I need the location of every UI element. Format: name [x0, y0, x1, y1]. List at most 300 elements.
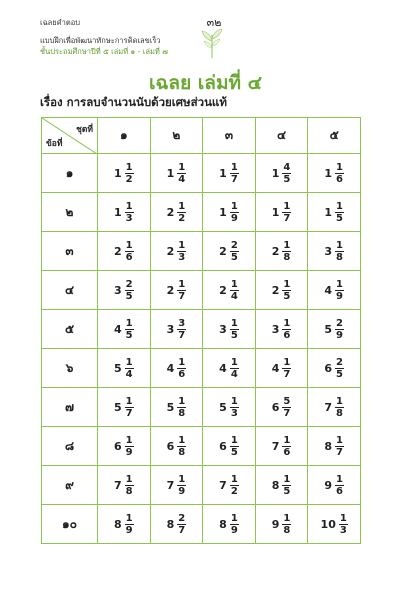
fraction — [335, 162, 344, 185]
table-row — [42, 427, 361, 466]
mixed-number — [324, 240, 344, 263]
mixed-number — [167, 279, 187, 302]
mixed-number — [324, 201, 344, 224]
whole-part: 7 — [324, 400, 333, 414]
fraction — [230, 357, 239, 380]
denominator: 9 — [125, 446, 133, 458]
table-row — [42, 388, 361, 427]
denominator: 4 — [178, 173, 186, 185]
answer-cell — [203, 232, 256, 271]
numerator: 1 — [283, 239, 291, 251]
mixed-number — [167, 318, 187, 341]
answer-cell — [255, 310, 308, 349]
answer-cell — [150, 232, 203, 271]
fraction — [125, 474, 134, 497]
mixed-number — [324, 162, 344, 185]
mixed-number — [272, 513, 292, 536]
answer-cell — [98, 310, 151, 349]
mixed-number — [219, 201, 239, 224]
table-row — [42, 193, 361, 232]
mixed-number — [219, 396, 239, 419]
fraction — [177, 435, 186, 458]
denominator: 6 — [178, 368, 186, 380]
mixed-number — [167, 162, 187, 185]
mixed-number — [324, 435, 344, 458]
numerator: 1 — [125, 356, 133, 368]
mixed-number — [272, 357, 292, 380]
numerator: 1 — [230, 200, 238, 212]
answer-cell — [98, 349, 151, 388]
row-number: ๒ — [42, 193, 98, 232]
fraction — [177, 357, 186, 380]
numerator: 1 — [125, 434, 133, 446]
answer-cell — [98, 388, 151, 427]
mixed-number — [272, 474, 292, 497]
answer-cell — [98, 466, 151, 505]
denominator: 5 — [230, 329, 238, 341]
whole-part: 3 — [324, 244, 333, 258]
numerator: 1 — [230, 512, 238, 524]
denominator: 9 — [336, 329, 343, 341]
answer-cell — [98, 505, 151, 544]
fraction — [230, 162, 239, 185]
table-row — [42, 349, 361, 388]
denominator: 8 — [125, 485, 133, 497]
whole-part: 1 — [271, 166, 280, 180]
numerator: 1 — [230, 434, 238, 446]
column-header: ๒ — [150, 118, 203, 154]
answer-cell — [150, 193, 203, 232]
fraction — [282, 318, 291, 341]
mixed-number — [114, 318, 134, 341]
whole-part: 3 — [219, 322, 227, 336]
table-header-row — [42, 118, 361, 154]
denominator: 8 — [178, 446, 186, 458]
answer-cell — [150, 310, 203, 349]
answer-cell — [255, 193, 308, 232]
numerator: 1 — [283, 278, 291, 290]
denominator: 8 — [336, 251, 343, 263]
denominator: 3 — [339, 524, 347, 536]
numerator: 1 — [283, 473, 291, 485]
numerator: 1 — [230, 395, 238, 407]
answer-cell — [150, 427, 203, 466]
numerator: 3 — [178, 317, 186, 329]
subject-heading: เรื่อง การลบจำนวนนับด้วยเศษส่วนแท้ — [40, 95, 227, 109]
mixed-number — [167, 240, 187, 263]
mixed-number — [167, 201, 187, 224]
numerator: 1 — [125, 161, 133, 173]
answer-cell — [150, 388, 203, 427]
fraction — [177, 513, 186, 536]
numerator: 1 — [283, 317, 291, 329]
answer-cell — [255, 505, 308, 544]
answer-cell — [203, 466, 256, 505]
whole-part: 5 — [219, 400, 227, 414]
fraction — [335, 201, 344, 224]
table-row — [42, 505, 361, 544]
numerator: 1 — [178, 434, 186, 446]
denominator: 5 — [230, 446, 238, 458]
numerator: 2 — [336, 356, 343, 368]
mixed-number — [167, 357, 187, 380]
denominator: 4 — [125, 368, 133, 380]
fraction — [230, 279, 239, 302]
numerator: 2 — [125, 278, 133, 290]
mixed-number — [219, 240, 239, 263]
mixed-number — [272, 240, 292, 263]
plant-icon — [199, 27, 225, 59]
denominator: 7 — [336, 446, 343, 458]
mixed-number — [272, 279, 292, 302]
answer-cell — [150, 154, 203, 193]
fraction — [230, 201, 239, 224]
mixed-number — [219, 357, 239, 380]
whole-part: 1 — [113, 166, 122, 180]
whole-part: 2 — [166, 205, 175, 219]
denominator: 7 — [230, 173, 238, 185]
denominator: 7 — [283, 407, 291, 419]
answer-cell — [203, 154, 256, 193]
numerator: 1 — [178, 278, 186, 290]
denominator: 7 — [178, 524, 186, 536]
fraction — [335, 318, 344, 341]
whole-part: 6 — [324, 361, 333, 375]
denominator: 5 — [283, 290, 291, 302]
answer-cell — [203, 271, 256, 310]
mixed-number — [321, 513, 348, 536]
mixed-number — [167, 474, 187, 497]
table-row — [42, 232, 361, 271]
answer-cell — [255, 466, 308, 505]
numerator: 5 — [283, 395, 291, 407]
fraction — [125, 201, 134, 224]
fraction — [177, 201, 186, 224]
row-number: ๓ — [42, 232, 98, 271]
fraction — [335, 357, 344, 380]
corner-cell — [42, 118, 98, 154]
whole-part: 8 — [113, 517, 122, 531]
whole-part: 3 — [113, 283, 122, 297]
fraction — [335, 240, 344, 263]
whole-part: 10 — [320, 517, 336, 531]
answer-cell — [203, 193, 256, 232]
table-row — [42, 466, 361, 505]
whole-part: 8 — [271, 478, 280, 492]
mixed-number — [114, 279, 134, 302]
row-number: ๖ — [42, 349, 98, 388]
numerator: 1 — [230, 473, 238, 485]
fraction — [177, 162, 186, 185]
mixed-number — [114, 396, 134, 419]
denominator: 9 — [230, 524, 238, 536]
answer-table — [41, 117, 361, 544]
page-title: เฉลย เล่มที่ ๔ — [148, 72, 262, 94]
whole-part: 5 — [113, 400, 122, 414]
column-header: ๕ — [308, 118, 361, 154]
numerator: 1 — [178, 473, 186, 485]
answer-cell — [255, 154, 308, 193]
whole-part: 7 — [113, 478, 122, 492]
whole-part: 2 — [166, 283, 175, 297]
whole-part: 4 — [271, 361, 280, 375]
answer-cell — [98, 193, 151, 232]
denominator: 5 — [336, 212, 343, 224]
column-header: ๔ — [255, 118, 308, 154]
mixed-number — [219, 318, 239, 341]
row-number: ๗ — [42, 388, 98, 427]
header-line-3: ชั้นประถมศึกษาปีที่ ๕ เล่มที่ ๑ - เล่มที่ ๗ — [40, 47, 168, 56]
whole-part: 9 — [271, 517, 280, 531]
answer-cell — [203, 349, 256, 388]
whole-part: 3 — [166, 322, 175, 336]
numerator: 1 — [336, 434, 343, 446]
whole-part: 1 — [166, 166, 175, 180]
row-number: ๙ — [42, 466, 98, 505]
whole-part: 8 — [219, 517, 227, 531]
mixed-number — [114, 240, 134, 263]
whole-part: 4 — [113, 322, 122, 336]
numerator: 1 — [178, 239, 186, 251]
mixed-number — [114, 357, 134, 380]
answer-cell — [308, 388, 361, 427]
denominator: 6 — [283, 329, 291, 341]
numerator: 1 — [336, 239, 343, 251]
whole-part: 2 — [271, 283, 280, 297]
answer-cell — [255, 271, 308, 310]
mixed-number — [167, 513, 187, 536]
answer-cell — [150, 349, 203, 388]
mixed-number — [272, 318, 292, 341]
fraction — [125, 435, 134, 458]
denominator: 6 — [283, 446, 291, 458]
whole-part: 2 — [271, 244, 280, 258]
denominator: 8 — [283, 251, 291, 263]
fraction — [339, 513, 348, 536]
numerator: 1 — [336, 278, 343, 290]
answer-cell — [308, 349, 361, 388]
numerator: 1 — [125, 395, 133, 407]
fraction — [282, 201, 291, 224]
denominator: 7 — [283, 368, 291, 380]
whole-part: 1 — [324, 166, 333, 180]
answer-cell — [255, 349, 308, 388]
denominator: 4 — [230, 368, 238, 380]
fraction — [230, 318, 239, 341]
fraction — [230, 513, 239, 536]
mixed-number — [114, 513, 134, 536]
numerator: 1 — [283, 356, 291, 368]
fraction — [125, 279, 134, 302]
fraction — [282, 396, 291, 419]
fraction — [282, 474, 291, 497]
whole-part: 9 — [324, 478, 333, 492]
numerator: 2 — [178, 512, 186, 524]
whole-part: 5 — [113, 361, 122, 375]
fraction — [282, 162, 291, 185]
mixed-number — [324, 357, 344, 380]
whole-part: 1 — [219, 166, 227, 180]
mixed-number — [324, 396, 344, 419]
whole-part: 1 — [113, 205, 122, 219]
answer-cell — [203, 310, 256, 349]
numerator: 1 — [178, 395, 186, 407]
whole-part: 3 — [271, 322, 280, 336]
denominator: 9 — [178, 485, 186, 497]
table-row — [42, 154, 361, 193]
denominator: 7 — [178, 329, 186, 341]
denominator: 7 — [283, 212, 291, 224]
header-line-2: แบบฝึกเพื่อพัฒนาทักษะการคิดเลขเร็ว — [40, 36, 161, 45]
answer-cell — [255, 232, 308, 271]
answer-cell — [308, 154, 361, 193]
answer-cell — [203, 505, 256, 544]
denominator: 7 — [125, 407, 133, 419]
answer-cell — [308, 505, 361, 544]
denominator: 8 — [178, 407, 186, 419]
denominator: 5 — [336, 368, 343, 380]
mixed-number — [272, 396, 292, 419]
row-number: ๔ — [42, 271, 98, 310]
mixed-number — [114, 201, 134, 224]
fraction — [125, 162, 134, 185]
denominator: 5 — [283, 173, 291, 185]
numerator: 1 — [178, 356, 186, 368]
numerator: 1 — [283, 512, 291, 524]
whole-part: 2 — [166, 244, 175, 258]
whole-part: 2 — [219, 283, 227, 297]
numerator: 1 — [336, 161, 343, 173]
whole-part: 6 — [219, 439, 227, 453]
whole-part: 1 — [219, 205, 227, 219]
denominator: 2 — [178, 212, 186, 224]
answer-cell — [150, 505, 203, 544]
numerator: 1 — [339, 512, 347, 524]
answer-cell — [203, 427, 256, 466]
denominator: 8 — [283, 524, 291, 536]
fraction — [125, 240, 134, 263]
denominator: 5 — [125, 329, 133, 341]
mixed-number — [324, 318, 344, 341]
fraction — [177, 240, 186, 263]
numerator: 1 — [125, 317, 133, 329]
mixed-number — [272, 162, 292, 185]
fraction — [282, 357, 291, 380]
mixed-number — [324, 279, 344, 302]
denominator: 5 — [283, 485, 291, 497]
fraction — [230, 435, 239, 458]
fraction — [282, 435, 291, 458]
row-number: ๑๐ — [42, 505, 98, 544]
whole-part: 4 — [324, 283, 333, 297]
numerator: 2 — [230, 239, 238, 251]
row-number: ๕ — [42, 310, 98, 349]
denominator: 9 — [230, 212, 238, 224]
denominator: 5 — [230, 251, 238, 263]
answer-cell — [150, 271, 203, 310]
whole-part: 6 — [113, 439, 122, 453]
fraction — [230, 240, 239, 263]
numerator: 1 — [125, 239, 133, 251]
numerator: 1 — [283, 434, 291, 446]
mixed-number — [167, 396, 187, 419]
fraction — [177, 474, 186, 497]
fraction — [335, 474, 344, 497]
answer-cell — [308, 271, 361, 310]
mixed-number — [272, 435, 292, 458]
answer-cell — [150, 466, 203, 505]
denominator: 6 — [125, 251, 133, 263]
fraction — [177, 318, 186, 341]
row-number: ๑ — [42, 154, 98, 193]
table-row — [42, 310, 361, 349]
answer-cell — [308, 427, 361, 466]
page-number: ๓๒ — [206, 16, 222, 29]
denominator: 6 — [336, 173, 343, 185]
numerator: 1 — [230, 278, 238, 290]
numerator: 1 — [283, 200, 291, 212]
whole-part: 5 — [324, 322, 333, 336]
whole-part: 7 — [166, 478, 175, 492]
denominator: 9 — [336, 290, 343, 302]
denominator: 2 — [230, 485, 238, 497]
answer-cell — [308, 193, 361, 232]
mixed-number — [324, 474, 344, 497]
whole-part: 7 — [219, 478, 227, 492]
mixed-number — [219, 513, 239, 536]
denominator: 3 — [125, 212, 133, 224]
answer-cell — [98, 271, 151, 310]
numerator: 1 — [336, 200, 343, 212]
denominator: 7 — [178, 290, 186, 302]
fraction — [282, 240, 291, 263]
table-row — [42, 271, 361, 310]
answer-cell — [308, 232, 361, 271]
numerator: 1 — [125, 473, 133, 485]
whole-part: 7 — [271, 439, 280, 453]
whole-part: 6 — [166, 439, 175, 453]
fraction — [282, 513, 291, 536]
mixed-number — [219, 435, 239, 458]
mixed-number — [114, 435, 134, 458]
fraction — [335, 396, 344, 419]
header-line-1: เฉลยคำตอบ — [40, 18, 81, 27]
mixed-number — [167, 435, 187, 458]
corner-set-label: ชุดที่ — [76, 125, 93, 135]
numerator: 1 — [125, 200, 133, 212]
column-header: ๑ — [98, 118, 151, 154]
mixed-number — [114, 162, 134, 185]
numerator: 1 — [125, 512, 133, 524]
whole-part: 4 — [166, 361, 175, 375]
denominator: 2 — [125, 173, 133, 185]
denominator: 5 — [125, 290, 133, 302]
whole-part: 1 — [324, 205, 333, 219]
whole-part: 8 — [166, 517, 175, 531]
fraction — [230, 396, 239, 419]
mixed-number — [114, 474, 134, 497]
fraction — [282, 279, 291, 302]
fraction — [125, 357, 134, 380]
denominator: 6 — [336, 485, 343, 497]
answer-cell — [255, 388, 308, 427]
numerator: 1 — [178, 161, 186, 173]
fraction — [125, 513, 134, 536]
numerator: 4 — [283, 161, 291, 173]
denominator: 8 — [336, 407, 343, 419]
answer-cell — [98, 154, 151, 193]
whole-part: 1 — [271, 205, 280, 219]
